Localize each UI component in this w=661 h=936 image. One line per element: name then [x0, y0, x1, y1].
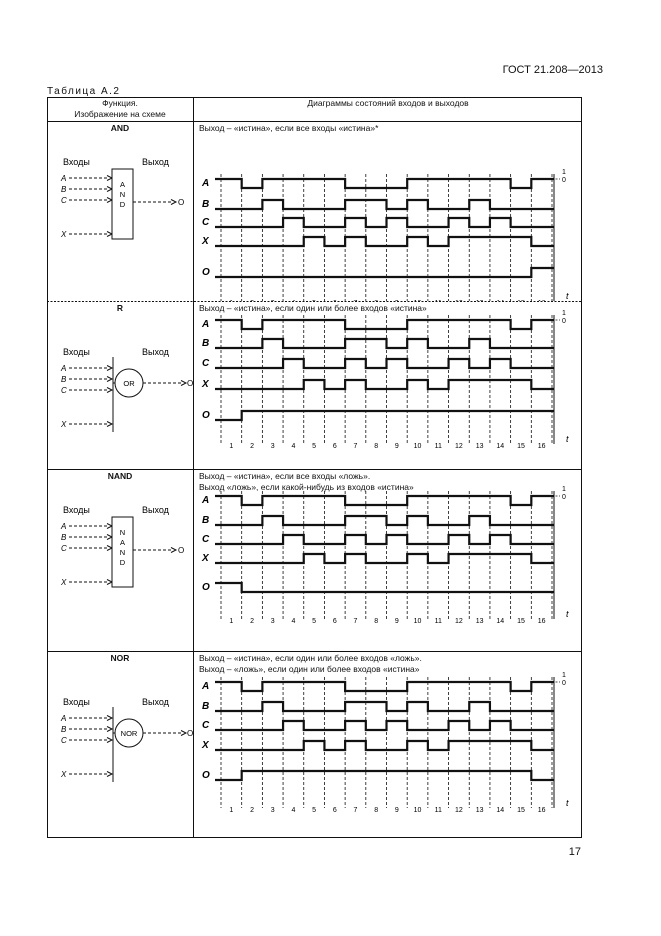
input-label-c: C — [61, 386, 67, 395]
time-tick: 10 — [413, 618, 422, 625]
time-tick: 6 — [332, 807, 337, 814]
time-tick: 1 — [229, 807, 234, 814]
col1-header-line1: Функция. — [102, 98, 138, 108]
waveform-c — [215, 359, 554, 368]
time-tick: 13 — [475, 618, 484, 625]
time-tick — [496, 300, 504, 301]
input-label-b: B — [61, 375, 67, 384]
time-tick — [354, 300, 358, 301]
description-line1: Выход – «истина», если один или более входов «истина» — [199, 303, 427, 313]
time-tick — [455, 300, 463, 301]
time-tick — [435, 300, 442, 301]
waveform-a — [215, 179, 554, 188]
waveform-a — [215, 320, 554, 329]
level-1-label: 1 — [562, 486, 566, 493]
time-tick: 10 — [413, 443, 422, 450]
input-label-a: A — [61, 174, 67, 183]
time-tick — [229, 300, 233, 301]
inputs-label: Входы — [63, 157, 90, 167]
page-number: 17 — [568, 846, 581, 858]
signal-label-a: A — [202, 178, 210, 189]
input-label-x: X — [61, 420, 67, 429]
time-tick: 16 — [537, 618, 546, 625]
gate-letter: N — [119, 548, 126, 557]
timing-diagram — [194, 652, 582, 838]
waveform-a — [215, 496, 554, 505]
signal-label-c: C — [202, 217, 210, 228]
time-tick — [291, 300, 295, 301]
time-tick: 3 — [270, 443, 275, 450]
time-tick: 3 — [270, 618, 275, 625]
gate-symbol — [47, 302, 193, 469]
time-tick — [517, 300, 525, 301]
description-line1: Выход – «истина», если один или более входов «ложь». — [199, 653, 422, 663]
time-tick: 15 — [517, 807, 525, 814]
gate-label: NOR — [120, 729, 138, 738]
section-nor — [47, 652, 582, 838]
description-line1: Выход – «истина», если все входы «истина»* — [199, 123, 379, 133]
time-tick — [395, 300, 399, 301]
time-tick: 3 — [270, 807, 275, 814]
input-label-x: X — [61, 578, 67, 587]
description-line2: Выход «ложь», если какой-нибудь из входов «истина» — [199, 482, 414, 492]
level-1-label: 1 — [562, 169, 566, 176]
output-label: Выход — [142, 505, 169, 515]
time-tick: 14 — [496, 807, 505, 814]
signal-label-x: X — [202, 740, 209, 751]
time-tick — [538, 300, 546, 301]
time-tick — [374, 300, 378, 301]
signal-label-o: O — [202, 410, 210, 421]
col2-header: Диаграммы состояний входов и выходов — [307, 98, 469, 108]
signal-label-x: X — [202, 379, 209, 390]
time-tick: 11 — [434, 443, 442, 450]
signal-label-b: B — [202, 515, 210, 526]
input-label-c: C — [61, 736, 67, 745]
time-tick: 14 — [496, 443, 505, 450]
gate-symbol — [47, 652, 193, 838]
time-tick: 14 — [496, 618, 505, 625]
time-label: t — [566, 434, 569, 444]
level-0-label: 0 — [562, 177, 566, 184]
function-name: AND — [110, 123, 130, 133]
time-tick — [476, 300, 484, 301]
gate-output-label: O — [187, 379, 193, 388]
time-tick: 9 — [394, 443, 399, 450]
time-tick: 4 — [291, 618, 296, 625]
time-tick: 9 — [394, 807, 399, 814]
gate-letter: D — [119, 558, 126, 567]
inputs-label: Входы — [63, 347, 90, 357]
waveform-x — [215, 554, 554, 563]
gate-symbol — [47, 470, 193, 651]
time-tick: 16 — [537, 807, 546, 814]
waveform-b — [215, 702, 554, 711]
gate-output-label: O — [178, 198, 185, 207]
gate-label: OR — [123, 379, 135, 388]
level-0-label: 0 — [562, 680, 566, 687]
waveform-c — [215, 535, 554, 544]
waveform-c — [215, 721, 554, 730]
timing-diagram — [194, 470, 582, 651]
time-tick: 8 — [374, 618, 379, 625]
input-label-c: C — [61, 544, 67, 553]
signal-label-c: C — [202, 534, 210, 545]
input-label-x: X — [61, 770, 67, 779]
time-tick: 2 — [250, 807, 254, 814]
level-1-label: 1 — [562, 310, 566, 317]
waveform-b — [215, 339, 554, 348]
level-0-label: 0 — [562, 494, 566, 501]
time-tick: 8 — [374, 443, 379, 450]
time-tick: 8 — [374, 807, 379, 814]
section-nand — [47, 470, 582, 651]
waveform-c — [215, 218, 554, 227]
signal-label-a: A — [202, 681, 210, 692]
time-tick: 7 — [353, 807, 358, 814]
signal-label-a: A — [202, 495, 210, 506]
time-tick: 4 — [291, 807, 296, 814]
time-tick: 12 — [455, 618, 463, 625]
section-and — [47, 122, 582, 301]
time-tick: 16 — [537, 443, 546, 450]
gate-letter: A — [119, 180, 126, 189]
time-tick — [333, 300, 337, 301]
time-tick — [414, 300, 422, 301]
gate-output-label: O — [187, 729, 193, 738]
waveform-x — [215, 741, 554, 750]
description-line1: Выход – «истина», если все входы «ложь». — [199, 471, 371, 481]
time-tick — [250, 300, 254, 301]
time-tick: 15 — [517, 443, 525, 450]
time-tick: 13 — [475, 443, 484, 450]
logic-functions-table — [47, 97, 582, 838]
waveform-o — [215, 583, 554, 592]
gate-output-label: O — [178, 546, 185, 555]
gate-letter: N — [119, 528, 126, 537]
level-1-label: 1 — [562, 672, 566, 679]
time-tick: 6 — [332, 443, 337, 450]
time-tick: 15 — [517, 618, 525, 625]
input-label-b: B — [61, 725, 67, 734]
timing-diagram — [194, 122, 582, 301]
signal-label-c: C — [202, 720, 210, 731]
time-tick — [271, 300, 275, 301]
time-tick: 5 — [312, 807, 317, 814]
function-name: R — [116, 303, 124, 313]
inputs-label: Входы — [63, 697, 90, 707]
waveform-o — [215, 268, 554, 277]
gate-letter: D — [119, 200, 126, 209]
signal-label-o: O — [202, 770, 210, 781]
time-tick — [312, 300, 316, 301]
input-label-a: A — [61, 364, 67, 373]
waveform-o — [215, 771, 554, 780]
waveform-b — [215, 516, 554, 525]
output-label: Выход — [142, 697, 169, 707]
inputs-label: Входы — [63, 505, 90, 515]
time-label: t — [566, 609, 569, 619]
input-label-a: A — [61, 714, 67, 723]
function-name: NOR — [110, 653, 130, 663]
time-tick: 4 — [291, 443, 296, 450]
waveform-o — [215, 411, 554, 420]
level-0-label: 0 — [562, 318, 566, 325]
waveform-a — [215, 682, 554, 691]
timing-diagram — [194, 302, 582, 469]
signal-label-a: A — [202, 319, 210, 330]
time-tick: 11 — [434, 618, 442, 625]
time-tick: 6 — [332, 618, 337, 625]
signal-label-x: X — [202, 553, 209, 564]
signal-label-x: X — [202, 236, 209, 247]
time-label: t — [566, 291, 569, 301]
time-tick: 9 — [394, 618, 399, 625]
input-label-c: C — [61, 196, 67, 205]
time-tick: 2 — [250, 443, 254, 450]
waveform-x — [215, 237, 554, 246]
time-tick: 7 — [353, 443, 358, 450]
signal-label-b: B — [202, 338, 210, 349]
output-label: Выход — [142, 347, 169, 357]
input-label-b: B — [61, 185, 67, 194]
input-label-x: X — [61, 230, 67, 239]
time-label: t — [566, 798, 569, 808]
input-label-a: A — [61, 522, 67, 531]
time-tick: 5 — [312, 443, 317, 450]
signal-label-b: B — [202, 199, 210, 210]
time-tick: 12 — [455, 807, 463, 814]
table-caption: Таблица А.2 — [47, 86, 121, 97]
time-tick: 2 — [250, 618, 254, 625]
signal-label-o: O — [202, 582, 210, 593]
signal-label-c: C — [202, 358, 210, 369]
col1-header-line2: Изображение на схеме — [74, 109, 166, 119]
standard-number: ГОСТ 21.208—2013 — [502, 64, 603, 76]
description-line2: Выход – «ложь», если один или более входов «истина» — [199, 664, 420, 674]
gate-letter: A — [119, 538, 126, 547]
time-tick: 13 — [475, 807, 484, 814]
time-tick: 12 — [455, 443, 463, 450]
input-label-b: B — [61, 533, 67, 542]
time-tick: 5 — [312, 618, 317, 625]
output-label: Выход — [142, 157, 169, 167]
signal-label-o: O — [202, 267, 210, 278]
time-tick: 7 — [353, 618, 358, 625]
gate-symbol — [47, 122, 193, 301]
waveform-b — [215, 200, 554, 209]
section-r — [47, 302, 582, 469]
time-tick: 11 — [434, 807, 442, 814]
time-tick: 1 — [229, 618, 234, 625]
function-name: NAND — [107, 471, 133, 481]
gate-letter: N — [119, 190, 126, 199]
time-tick: 10 — [413, 807, 422, 814]
waveform-x — [215, 380, 554, 389]
signal-label-b: B — [202, 701, 210, 712]
time-tick: 1 — [229, 443, 234, 450]
